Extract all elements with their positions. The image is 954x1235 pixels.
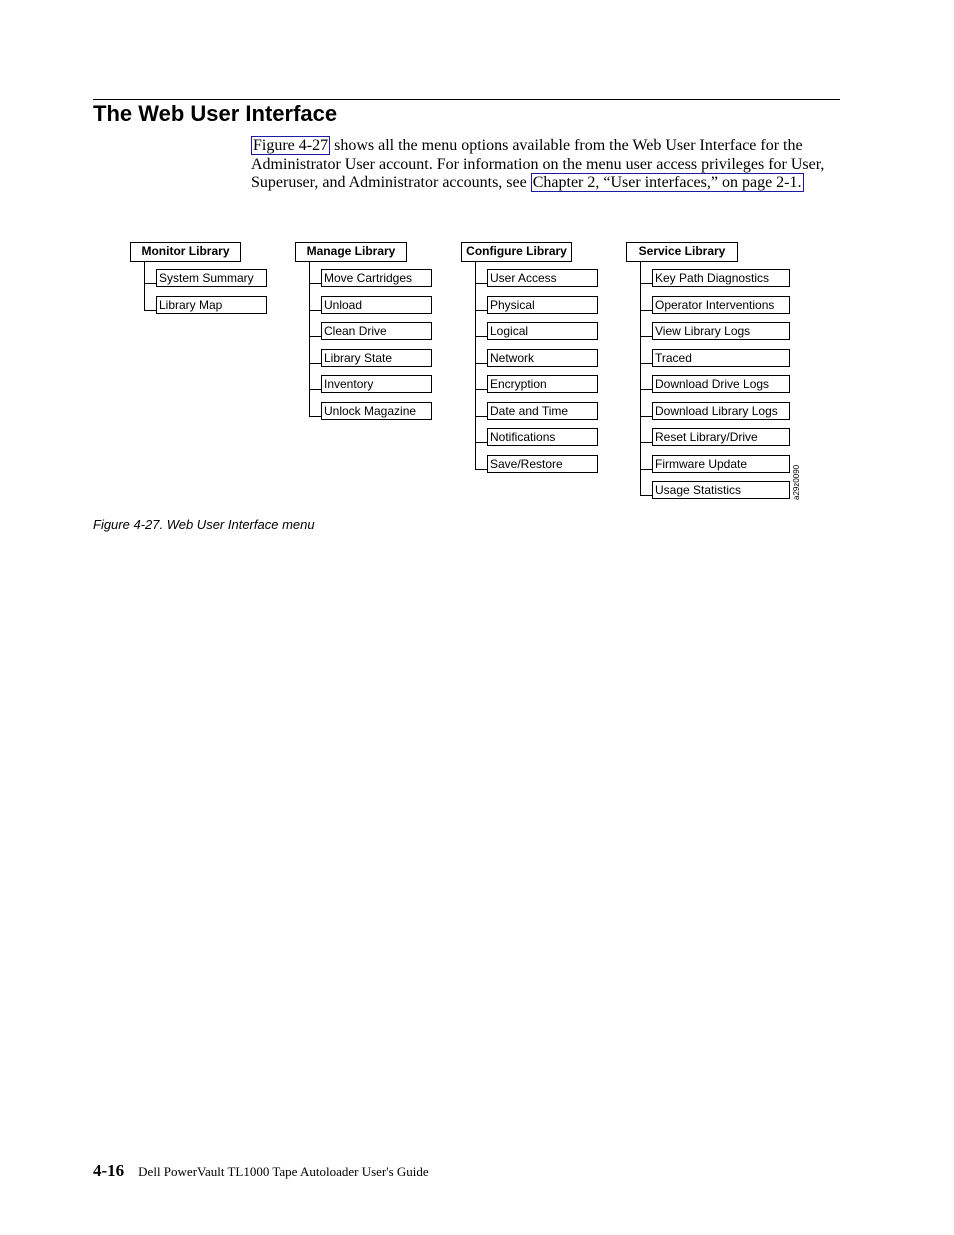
menu-item[interactable]: Reset Library/Drive <box>652 428 790 446</box>
page-number: 4-16 <box>93 1161 125 1180</box>
tree-trunk-3 <box>640 262 641 495</box>
tree-branch <box>640 310 652 311</box>
page-footer <box>93 1161 429 1182</box>
chapter-link[interactable]: Chapter 2, “User interfaces,” on page 2-1. <box>532 174 802 192</box>
menu-item[interactable]: Operator Interventions <box>652 296 790 314</box>
menu-item[interactable]: Library State <box>321 349 432 367</box>
tree-branch <box>309 283 321 284</box>
menu-heading-1[interactable]: Manage Library <box>295 242 407 262</box>
menu-tree-diagram <box>0 0 954 520</box>
menu-item[interactable]: Key Path Diagnostics <box>652 269 790 287</box>
menu-item[interactable]: Physical <box>487 296 598 314</box>
figure-caption: Figure 4-27. Web User Interface menu <box>93 517 315 532</box>
tree-branch <box>640 283 652 284</box>
tree-branch <box>475 336 487 337</box>
menu-item[interactable]: Inventory <box>321 375 432 393</box>
menu-item[interactable]: Firmware Update <box>652 455 790 473</box>
menu-item[interactable]: Download Drive Logs <box>652 375 790 393</box>
menu-item[interactable]: Usage Statistics <box>652 481 790 499</box>
tree-branch <box>640 495 652 496</box>
menu-item[interactable]: User Access <box>487 269 598 287</box>
tree-branch <box>309 416 321 417</box>
figure-id <box>791 460 805 502</box>
tree-branch <box>475 363 487 364</box>
menu-item[interactable]: Move Cartridges <box>321 269 432 287</box>
tree-branch <box>640 442 652 443</box>
tree-trunk-0 <box>144 262 145 310</box>
tree-branch <box>640 469 652 470</box>
menu-item[interactable]: Traced <box>652 349 790 367</box>
figure-link[interactable]: Figure 4-27 <box>253 137 329 154</box>
tree-branch <box>475 469 487 470</box>
menu-item[interactable]: Encryption <box>487 375 598 393</box>
menu-item[interactable]: Library Map <box>156 296 267 314</box>
tree-trunk-1 <box>309 262 310 416</box>
menu-heading-0[interactable]: Monitor Library <box>130 242 241 262</box>
intro-text: shows all the menu options available from the Web User Interface for the Administrator User account. For information on the menu user access privileges for User, Superuser, and Administrator accounts, see <box>251 137 825 192</box>
tree-branch <box>640 363 652 364</box>
menu-item[interactable]: Date and Time <box>487 402 598 420</box>
tree-branch <box>309 310 321 311</box>
tree-branch <box>640 336 652 337</box>
tree-branch <box>475 389 487 390</box>
figure-id-label: a29z0090 <box>792 464 801 500</box>
tree-branch <box>640 416 652 417</box>
tree-branch <box>144 310 156 311</box>
menu-item[interactable]: View Library Logs <box>652 322 790 340</box>
tree-branch <box>475 442 487 443</box>
menu-item[interactable]: Unload <box>321 296 432 314</box>
section-title: The Web User Interface <box>93 101 338 126</box>
tree-branch <box>640 389 652 390</box>
tree-branch <box>475 283 487 284</box>
menu-item[interactable]: Clean Drive <box>321 322 432 340</box>
menu-item[interactable]: Save/Restore <box>487 455 598 473</box>
menu-item[interactable]: Logical <box>487 322 598 340</box>
tree-branch <box>309 336 321 337</box>
menu-item[interactable]: Notifications <box>487 428 598 446</box>
tree-branch <box>475 416 487 417</box>
book-title: Dell PowerVault TL1000 Tape Autoloader User's Guide <box>138 1164 429 1179</box>
menu-item[interactable]: System Summary <box>156 269 267 287</box>
menu-heading-2[interactable]: Configure Library <box>461 242 572 262</box>
tree-branch <box>475 310 487 311</box>
tree-branch <box>309 389 321 390</box>
tree-branch <box>144 283 156 284</box>
menu-heading-3[interactable]: Service Library <box>626 242 738 262</box>
tree-branch <box>309 363 321 364</box>
menu-item[interactable]: Unlock Magazine <box>321 402 432 420</box>
menu-item[interactable]: Download Library Logs <box>652 402 790 420</box>
menu-item[interactable]: Network <box>487 349 598 367</box>
tree-trunk-2 <box>475 262 476 469</box>
